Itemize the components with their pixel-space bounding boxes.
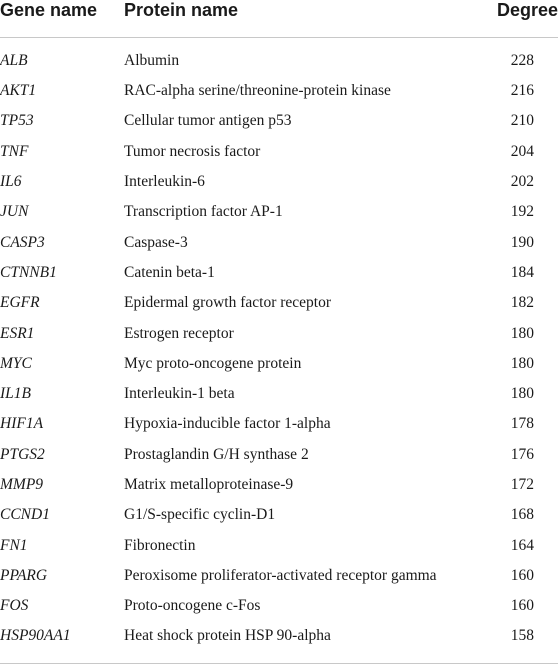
protein-name-cell: Interleukin-6	[124, 173, 205, 191]
protein-name-cell: Heat shock protein HSP 90-alpha	[124, 627, 331, 645]
degree-cell: 180	[510, 354, 534, 372]
table-row	[0, 137, 558, 167]
bottom-rule	[0, 663, 558, 664]
gene-name-cell: PPARG	[0, 566, 48, 584]
gene-name-cell: ESR1	[0, 324, 35, 342]
gene-name-cell: HIF1A	[0, 415, 44, 433]
gene-name-cell: TP53	[0, 112, 34, 130]
table-row	[0, 227, 558, 257]
protein-name-cell: Matrix metalloproteinase-9	[124, 476, 294, 493]
degree-cell: 168	[510, 506, 534, 524]
gene-name-cell: IL1B	[0, 385, 31, 403]
table-row	[0, 561, 558, 591]
gene-name-cell: PTGS2	[0, 445, 45, 463]
table-row	[0, 106, 558, 136]
gene-name-cell: CTNNB1	[0, 263, 57, 281]
gene-name-cell: IL6	[0, 173, 22, 191]
protein-name-cell: RAC-alpha serine/threonine-protein kinase	[124, 82, 391, 100]
gene-name-cell: FOS	[0, 597, 29, 615]
header-row	[0, 0, 558, 38]
table-row	[0, 258, 558, 288]
protein-name-cell: Cellular tumor antigen p53	[124, 112, 292, 130]
gene-name-cell: MMP9	[0, 476, 44, 493]
gene-name-cell: ALB	[0, 52, 28, 69]
protein-name-cell: Interleukin-1 beta	[124, 385, 235, 403]
table-row	[0, 409, 558, 439]
degree-cell: 202	[510, 173, 534, 191]
gene-name-cell: CASP3	[0, 233, 45, 251]
degree-cell: 160	[510, 597, 534, 615]
table-row	[0, 621, 558, 651]
header-gene-name: Gene name	[0, 0, 124, 38]
degree-cell: 184	[510, 263, 534, 281]
header-protein-name: Protein name	[124, 0, 490, 38]
table-row	[0, 288, 558, 318]
table-row	[0, 500, 558, 530]
degree-cell: 160	[510, 566, 534, 584]
table-row	[0, 591, 558, 621]
protein-name-cell: Catenin beta-1	[124, 263, 215, 281]
gene-name-cell: EGFR	[0, 294, 40, 312]
table-row	[0, 349, 558, 379]
table-row	[0, 318, 558, 348]
protein-name-cell: Proto-oncogene c-Fos	[124, 597, 261, 615]
table-body	[0, 38, 558, 652]
table-row	[0, 167, 558, 197]
protein-name-cell: G1/S-specific cyclin-D1	[124, 506, 276, 524]
protein-name-cell: Transcription factor AP-1	[124, 203, 283, 221]
protein-name-cell: Estrogen receptor	[124, 324, 234, 342]
gene-name-cell: FN1	[0, 536, 28, 554]
degree-cell: 176	[510, 445, 534, 463]
degree-cell: 172	[510, 476, 534, 493]
protein-name-cell: Caspase-3	[124, 233, 188, 251]
gene-name-cell: AKT1	[0, 82, 37, 100]
table-row	[0, 76, 558, 106]
table-row	[0, 379, 558, 409]
protein-name-cell: Albumin	[124, 52, 180, 69]
table-row	[0, 530, 558, 560]
degree-cell: 158	[510, 627, 534, 645]
table-row	[0, 38, 558, 77]
protein-name-cell: Epidermal growth factor receptor	[124, 294, 332, 312]
gene-name-cell: CCND1	[0, 506, 50, 524]
protein-name-cell: Myc proto-oncogene protein	[124, 354, 302, 372]
table-row	[0, 470, 558, 500]
degree-cell: 182	[510, 294, 534, 312]
protein-name-cell: Fibronectin	[124, 536, 196, 554]
degree-cell: 228	[510, 52, 534, 69]
header-degree: Degree	[490, 0, 558, 38]
gene-name-cell: HSP90AA1	[0, 627, 71, 645]
degree-cell: 164	[510, 536, 534, 554]
gene-name-cell: TNF	[0, 142, 29, 160]
degree-cell: 180	[510, 385, 534, 403]
protein-name-cell: Tumor necrosis factor	[124, 142, 261, 160]
gene-name-cell: MYC	[0, 354, 32, 372]
degree-cell: 210	[510, 112, 534, 130]
protein-name-cell: Hypoxia-inducible factor 1-alpha	[124, 415, 331, 433]
protein-name-cell: Prostaglandin G/H synthase 2	[124, 445, 309, 463]
degree-cell: 180	[510, 324, 534, 342]
table-row	[0, 197, 558, 227]
degree-cell: 178	[510, 415, 534, 433]
degree-cell: 190	[510, 233, 534, 251]
protein-name-cell: Peroxisome proliferator-activated receptor gamma	[124, 566, 437, 584]
degree-cell: 216	[510, 82, 534, 100]
degree-cell: 204	[510, 142, 534, 160]
gene-name-cell: JUN	[0, 203, 29, 221]
table-row	[0, 440, 558, 470]
degree-cell: 192	[510, 203, 534, 221]
table-header	[0, 0, 558, 38]
